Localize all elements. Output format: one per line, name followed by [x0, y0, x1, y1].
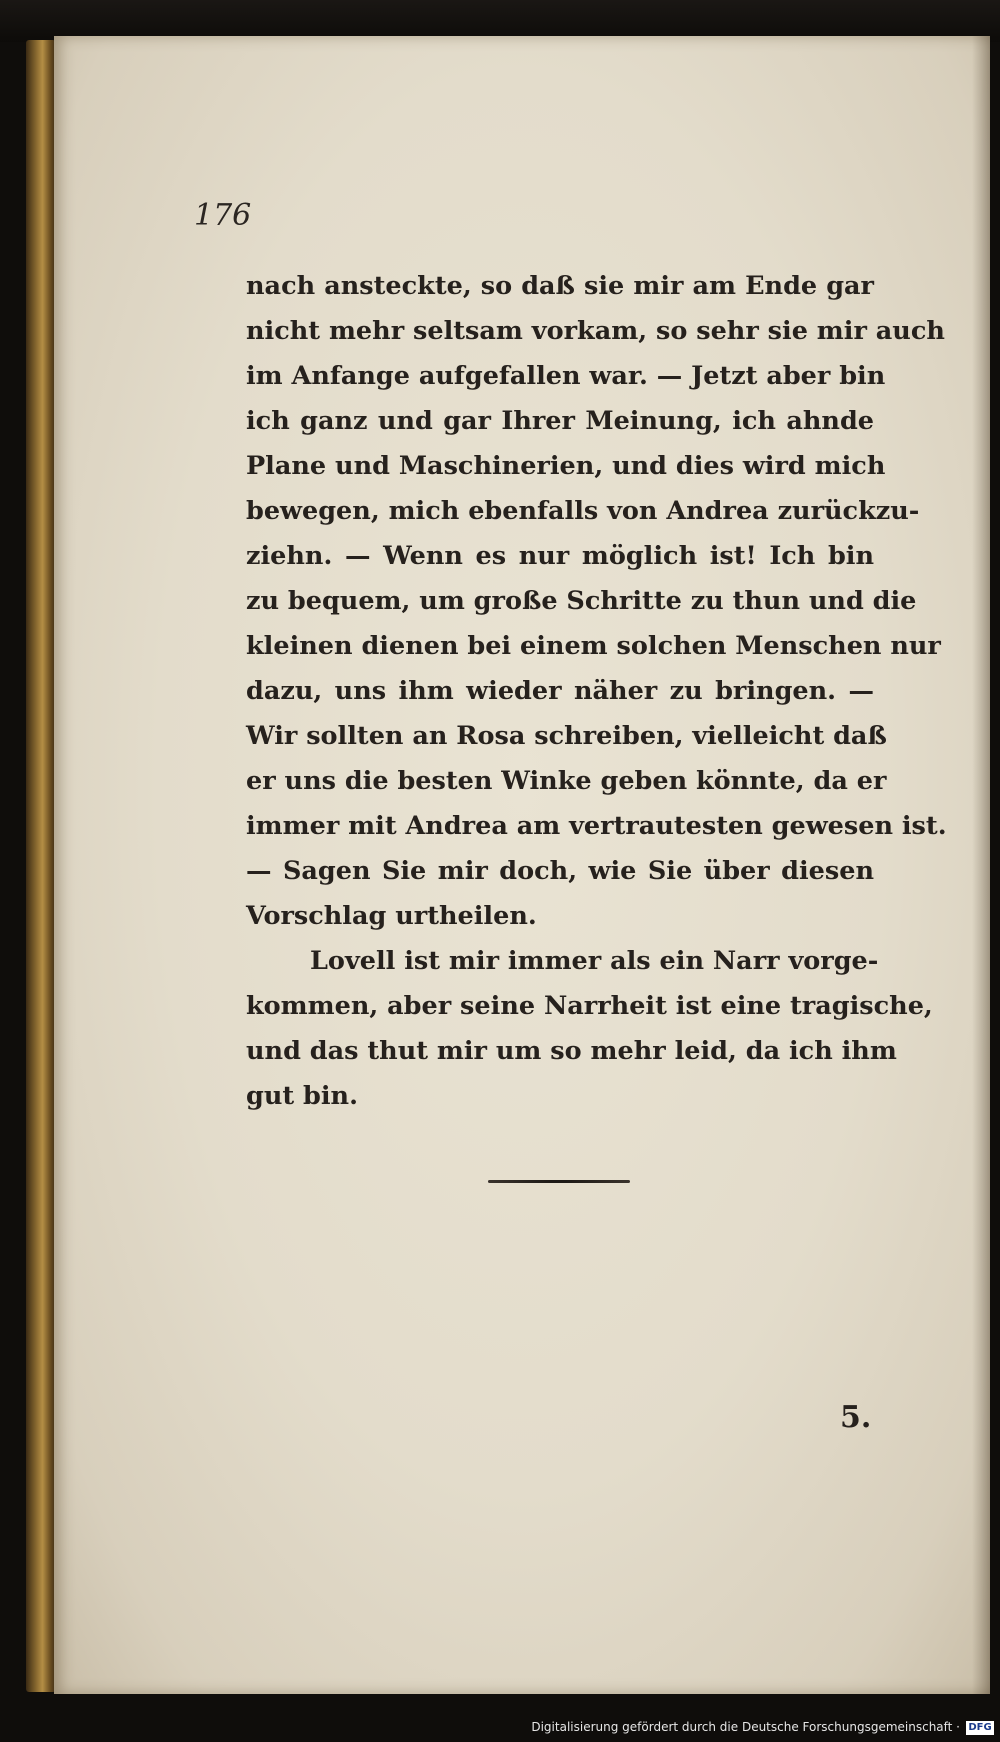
text-line: gut bin.: [246, 1081, 358, 1111]
book-edge: [26, 40, 56, 1692]
dfg-logo: DFG: [966, 1721, 994, 1735]
text-line: ziehn. — Wenn es nur möglich ist! Ich bin: [246, 541, 874, 571]
text-line: nach ansteckte, so daß sie mir am Ende gar: [246, 271, 874, 301]
text-line: ich ganz und gar Ihrer Meinung, ich ahnde: [246, 406, 874, 436]
page-gutter-shadow: [972, 36, 990, 1694]
section-divider: [488, 1180, 630, 1183]
text-line: nicht mehr seltsam vorkam, so sehr sie mir auch: [246, 316, 945, 346]
page-number: 176: [194, 198, 252, 233]
text-line: kommen, aber seine Narrheit ist eine tragische,: [246, 991, 933, 1021]
text-line: Plane und Maschinerien, und dies wird mich: [246, 451, 886, 481]
text-line: er uns die besten Winke geben könnte, da er: [246, 766, 887, 796]
text-line: bewegen, mich ebenfalls von Andrea zurückzu-: [246, 496, 920, 526]
text-line: im Anfange aufgefallen war. — Jetzt aber bin: [246, 361, 886, 391]
text-line: Wir sollten an Rosa schreiben, vielleicht daß: [246, 721, 887, 751]
text-line: dazu, uns ihm wieder näher zu bringen. —: [246, 676, 874, 706]
text-line: Vorschlag urtheilen.: [246, 901, 537, 931]
text-line: zu bequem, um große Schritte zu thun und die: [246, 586, 917, 616]
text-line: — Sagen Sie mir doch, wie Sie über diesen: [246, 856, 874, 886]
body-text: [246, 264, 947, 1119]
signature-mark: 5.: [840, 1400, 872, 1435]
scan-footer: [0, 1694, 1000, 1742]
text-line: Lovell ist mir immer als ein Narr vorge-: [310, 946, 879, 976]
text-line: immer mit Andrea am vertrautesten gewesen ist.: [246, 811, 947, 841]
text-line: kleinen dienen bei einem solchen Menschen nur: [246, 631, 941, 661]
text-line: und das thut mir um so mehr leid, da ich ihm: [246, 1036, 897, 1066]
footer-credit: Digitalisierung gefördert durch die Deutsche Forschungsgemeinschaft ·: [531, 1720, 960, 1734]
